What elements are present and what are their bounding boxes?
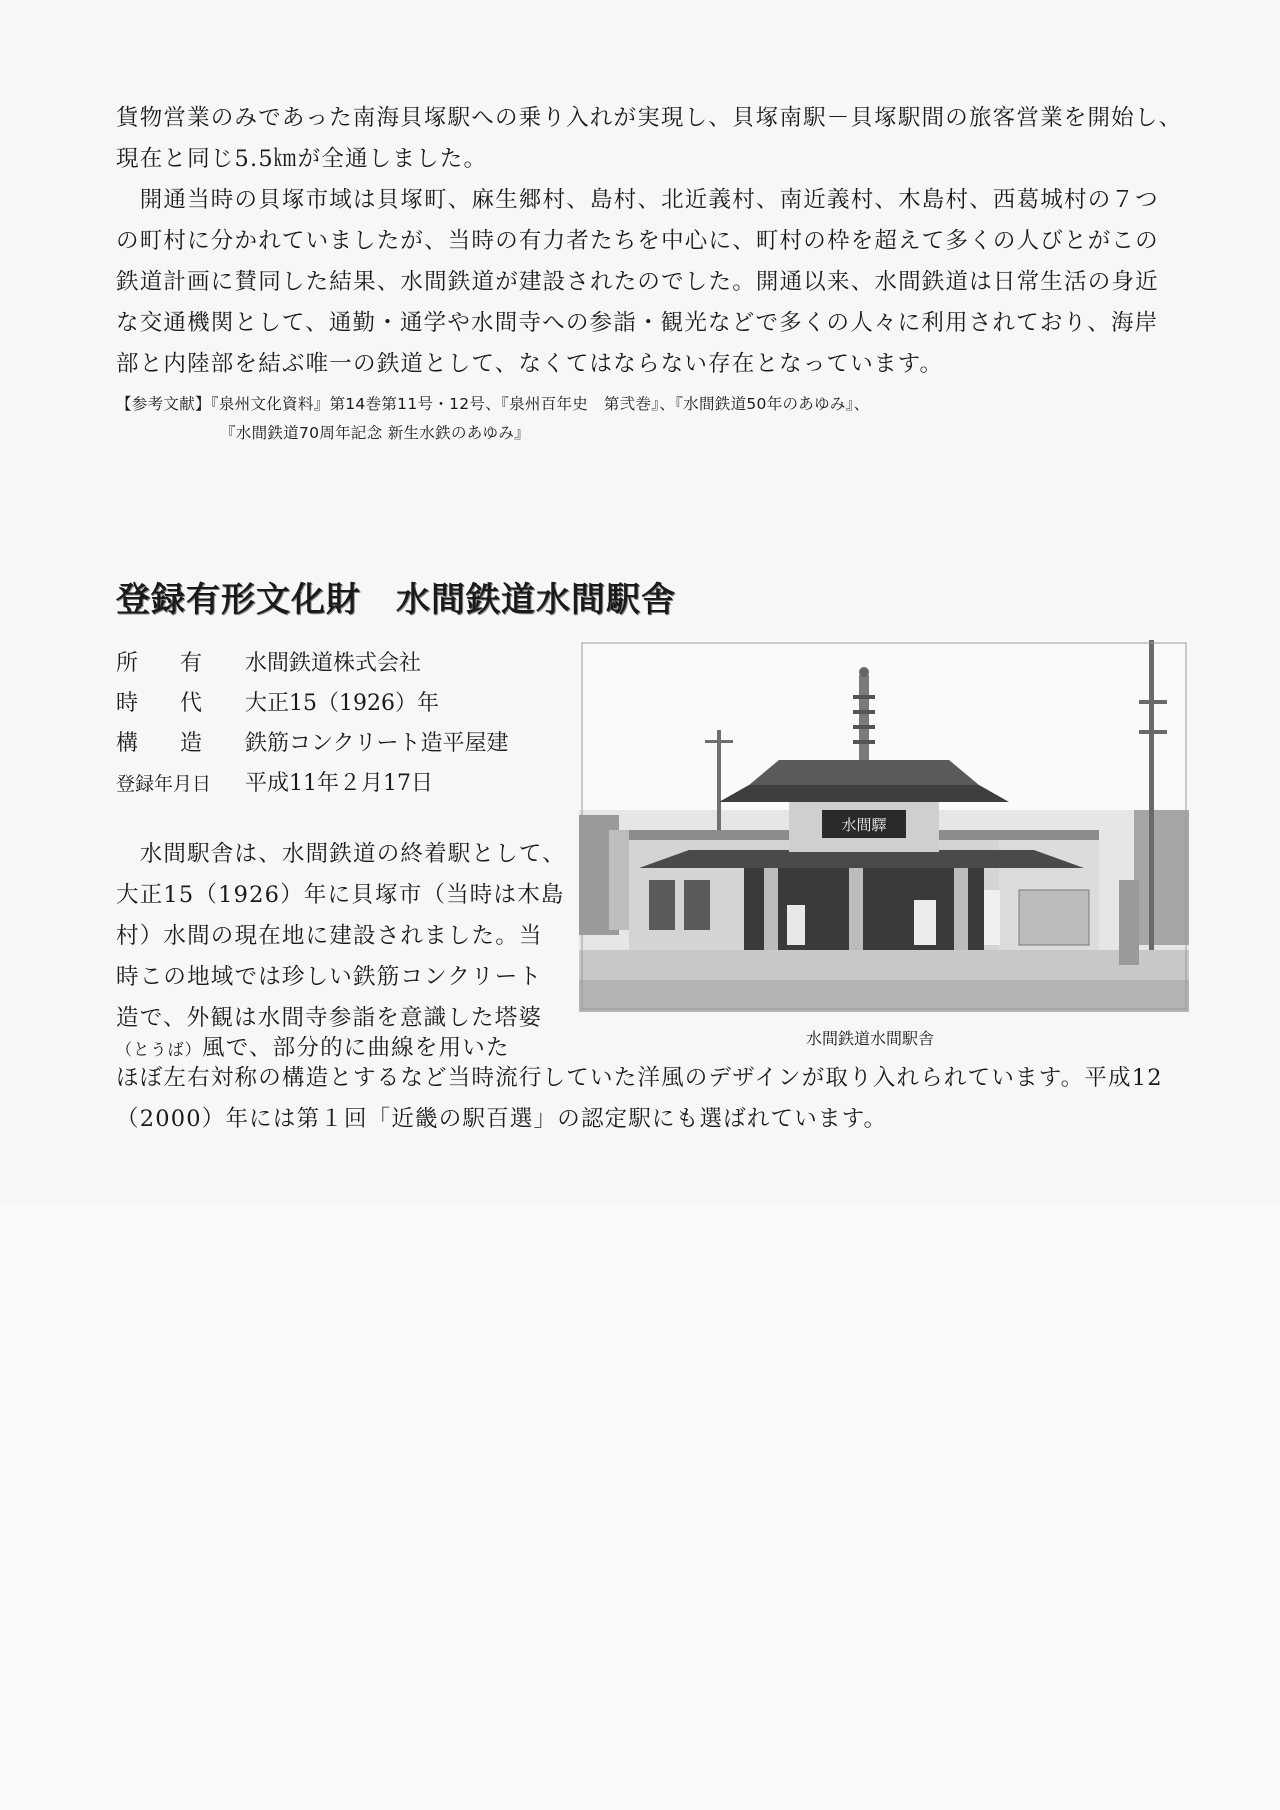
photo-caption: 水間鉄道水間駅舎	[806, 1029, 935, 1048]
section-title: 登録有形文化財 水間鉄道水間駅舎	[116, 580, 676, 620]
meta-row-owner	[116, 646, 421, 677]
body-line-5: 造で、外観は水間寺参詣を意識した塔婆	[116, 1005, 543, 1031]
meta-row-registered	[116, 766, 433, 797]
station-sign: 水間驛	[841, 816, 887, 834]
body-line-8: （2000）年には第１回「近畿の駅百選」の認定駅にも選ばれています。	[116, 1106, 888, 1132]
intro-line-2: 現在と同じ5.5㎞が全通しました。	[116, 146, 488, 172]
body-line-6-text: 風で、部分的に曲線を用いた	[202, 1035, 510, 1061]
body-line-1: 水間駅舎は、水間鉄道の終着駅として、	[116, 841, 566, 867]
intro-line-7: 部と内陸部を結ぶ唯一の鉄道として、なくてはならない存在となっています。	[116, 351, 944, 377]
station-photo	[579, 640, 1189, 1012]
intro-line-1: 貨物営業のみであった南海貝塚駅への乗り入れが実現し、貝塚南駅－貝塚駅間の旅客営業を開始し、	[116, 105, 1183, 131]
meta-label: 登録年月日	[116, 773, 212, 795]
meta-value: 水間鉄道株式会社	[245, 651, 422, 676]
body-line-4: 時この地域では珍しい鉄筋コンクリート	[116, 964, 543, 990]
meta-label: 時代	[116, 691, 245, 716]
meta-value: 鉄筋コンクリート造平屋建	[245, 731, 509, 756]
body-line-2: 大正15（1926）年に貝塚市（当時は木島	[116, 882, 565, 908]
page-lower-area	[0, 1205, 1280, 1810]
intro-line-5: 鉄道計画に賛同した結果、水間鉄道が建設されたのでした。開通以来、水間鉄道は日常生活の身近	[116, 269, 1159, 295]
references-line-1: 【参考文献】『泉州文化資料』第14巻第11号・12号、『泉州百年史 第弐巻』、『水間鉄道50年のあゆみ』、	[116, 395, 870, 413]
meta-value: 大正15（1926）年	[245, 691, 439, 716]
intro-line-4: の町村に分かれていましたが、当時の有力者たちを中心に、町村の枠を超えて多くの人びとがこの	[116, 228, 1159, 254]
ruby-reading: （とうば）	[116, 1040, 203, 1059]
meta-label: 所有	[116, 651, 245, 676]
meta-row-era	[116, 686, 439, 717]
intro-line-3: 開通当時の貝塚市域は貝塚町、麻生郷村、島村、北近義村、南近義村、木島村、西葛城村の７つ	[116, 187, 1159, 213]
meta-value: 平成11年２月17日	[245, 771, 433, 796]
intro-line-6: な交通機関として、通勤・通学や水間寺への参詣・観光などで多くの人々に利用されており、海岸	[116, 310, 1159, 336]
references-line-2: 『水間鉄道70周年記念 新生水鉄のあゆみ』	[220, 424, 530, 442]
meta-label: 構造	[116, 731, 245, 756]
body-line-3: 村）水間の現在地に建設されました。当	[116, 923, 543, 949]
body-line-7: ほぼ左右対称の構造とするなど当時流行していた洋風のデザインが取り入れられています。平成12	[116, 1065, 1163, 1091]
meta-row-structure	[116, 726, 509, 757]
body-line-6	[116, 1030, 1216, 1062]
